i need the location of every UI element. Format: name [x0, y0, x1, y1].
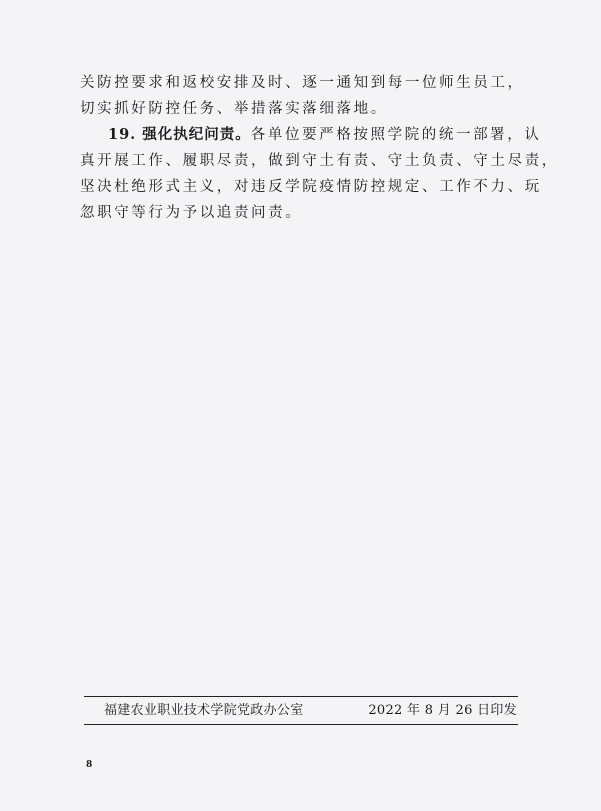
- body-line-2: 切实抓好防控任务、举措落实落细落地。: [80, 101, 388, 117]
- item-19-heading: 19. 强化执纪问责。: [108, 126, 251, 143]
- body-line-3: 真开展工作、履职尽责，做到守土有责、守土负责、守土尽责，: [80, 153, 559, 169]
- footer-top-rule: [84, 696, 518, 697]
- body-line-4: 坚决杜绝形式主义，对违反学院疫情防控规定、工作不力、玩: [80, 179, 542, 195]
- page-number: 8: [86, 760, 93, 770]
- item-19-first-line: [80, 122, 542, 148]
- issuing-office: 福建农业职业技术学院党政办公室: [104, 703, 304, 718]
- document-body: [80, 70, 559, 226]
- body-line-1: 关防控要求和返校安排及时、逐一通知到每一位师生员工，: [80, 75, 525, 91]
- item-19-text: 各单位要严格按照学院的统一部署，认: [250, 127, 542, 143]
- body-line-5: 忽职守等行为予以追责问责。: [80, 205, 303, 221]
- issue-date: 2022 年 8 月 26 日印发: [368, 703, 517, 718]
- footer-bottom-rule: [84, 724, 518, 725]
